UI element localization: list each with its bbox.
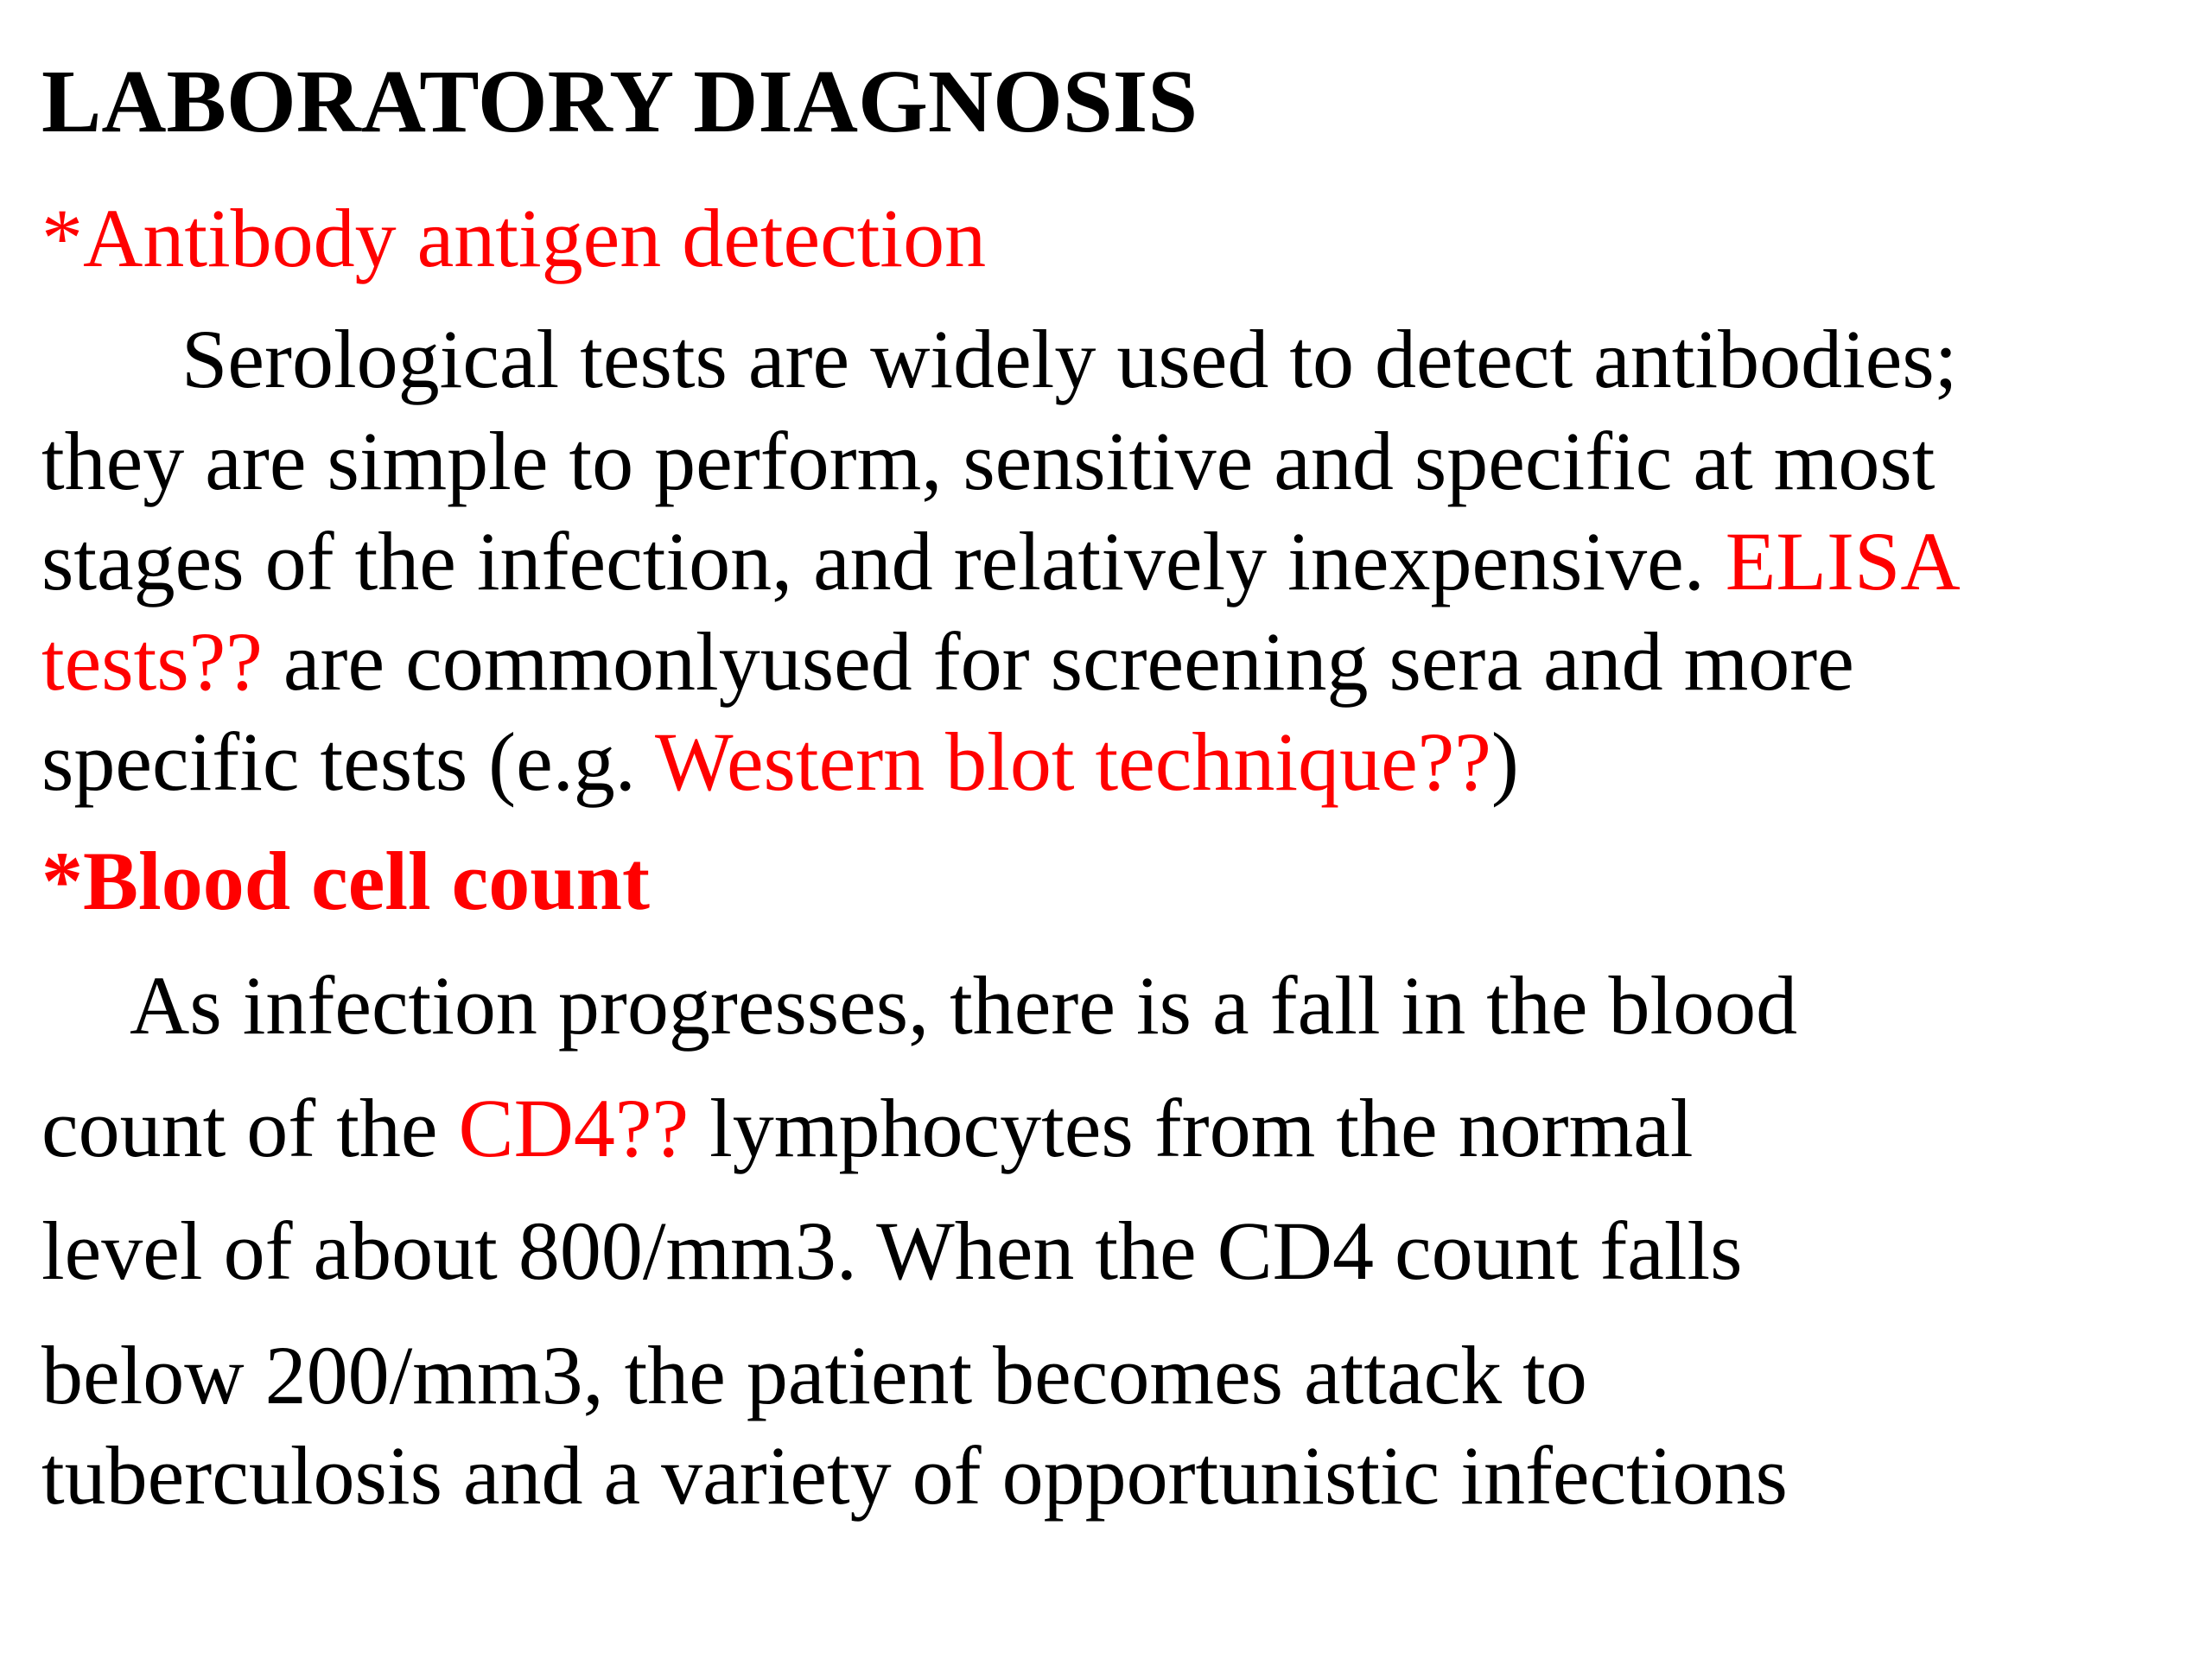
paragraph-line <box>41 615 1854 708</box>
text-span: ) <box>1491 715 1519 808</box>
paragraph-line: As infection progresses, there is a fall in the blood <box>130 959 1798 1052</box>
highlighted-term-tests: tests?? <box>41 615 263 708</box>
paragraph-line: below 200/mm3, the patient becomes attack to <box>41 1329 1587 1421</box>
highlighted-term-western-blot: Western blot technique?? <box>655 715 1491 808</box>
paragraph-line: Serological tests are widely used to detect antibodies; <box>181 313 1958 405</box>
slide-title: LABORATORY DIAGNOSIS <box>41 52 1198 151</box>
paragraph-line <box>41 1082 1694 1174</box>
text-span: stages of the infection, and relatively inexpensive. <box>41 515 1726 607</box>
section-heading-antibody-detection: *Antibody antigen detection <box>41 192 987 284</box>
highlighted-term-cd4: CD4?? <box>458 1082 690 1174</box>
paragraph-line <box>41 715 1519 808</box>
paragraph-line <box>41 515 1961 607</box>
paragraph-line: they are simple to perform, sensitive and specific at most <box>41 415 1936 507</box>
paragraph-line: tuberculosis and a variety of opportunistic infections <box>41 1429 1788 1522</box>
text-span: specific tests (e.g. <box>41 715 656 808</box>
text-span: are commonlyused for screening sera and more <box>262 615 1854 708</box>
text-span: lymphocytes from the normal <box>689 1082 1694 1174</box>
highlighted-term-elisa: ELISA <box>1725 515 1961 607</box>
text-span: count of the <box>41 1082 459 1174</box>
paragraph-line: level of about 800/mm3. When the CD4 count falls <box>41 1205 1743 1297</box>
section-heading-blood-cell-count: *Blood cell count <box>41 835 651 927</box>
